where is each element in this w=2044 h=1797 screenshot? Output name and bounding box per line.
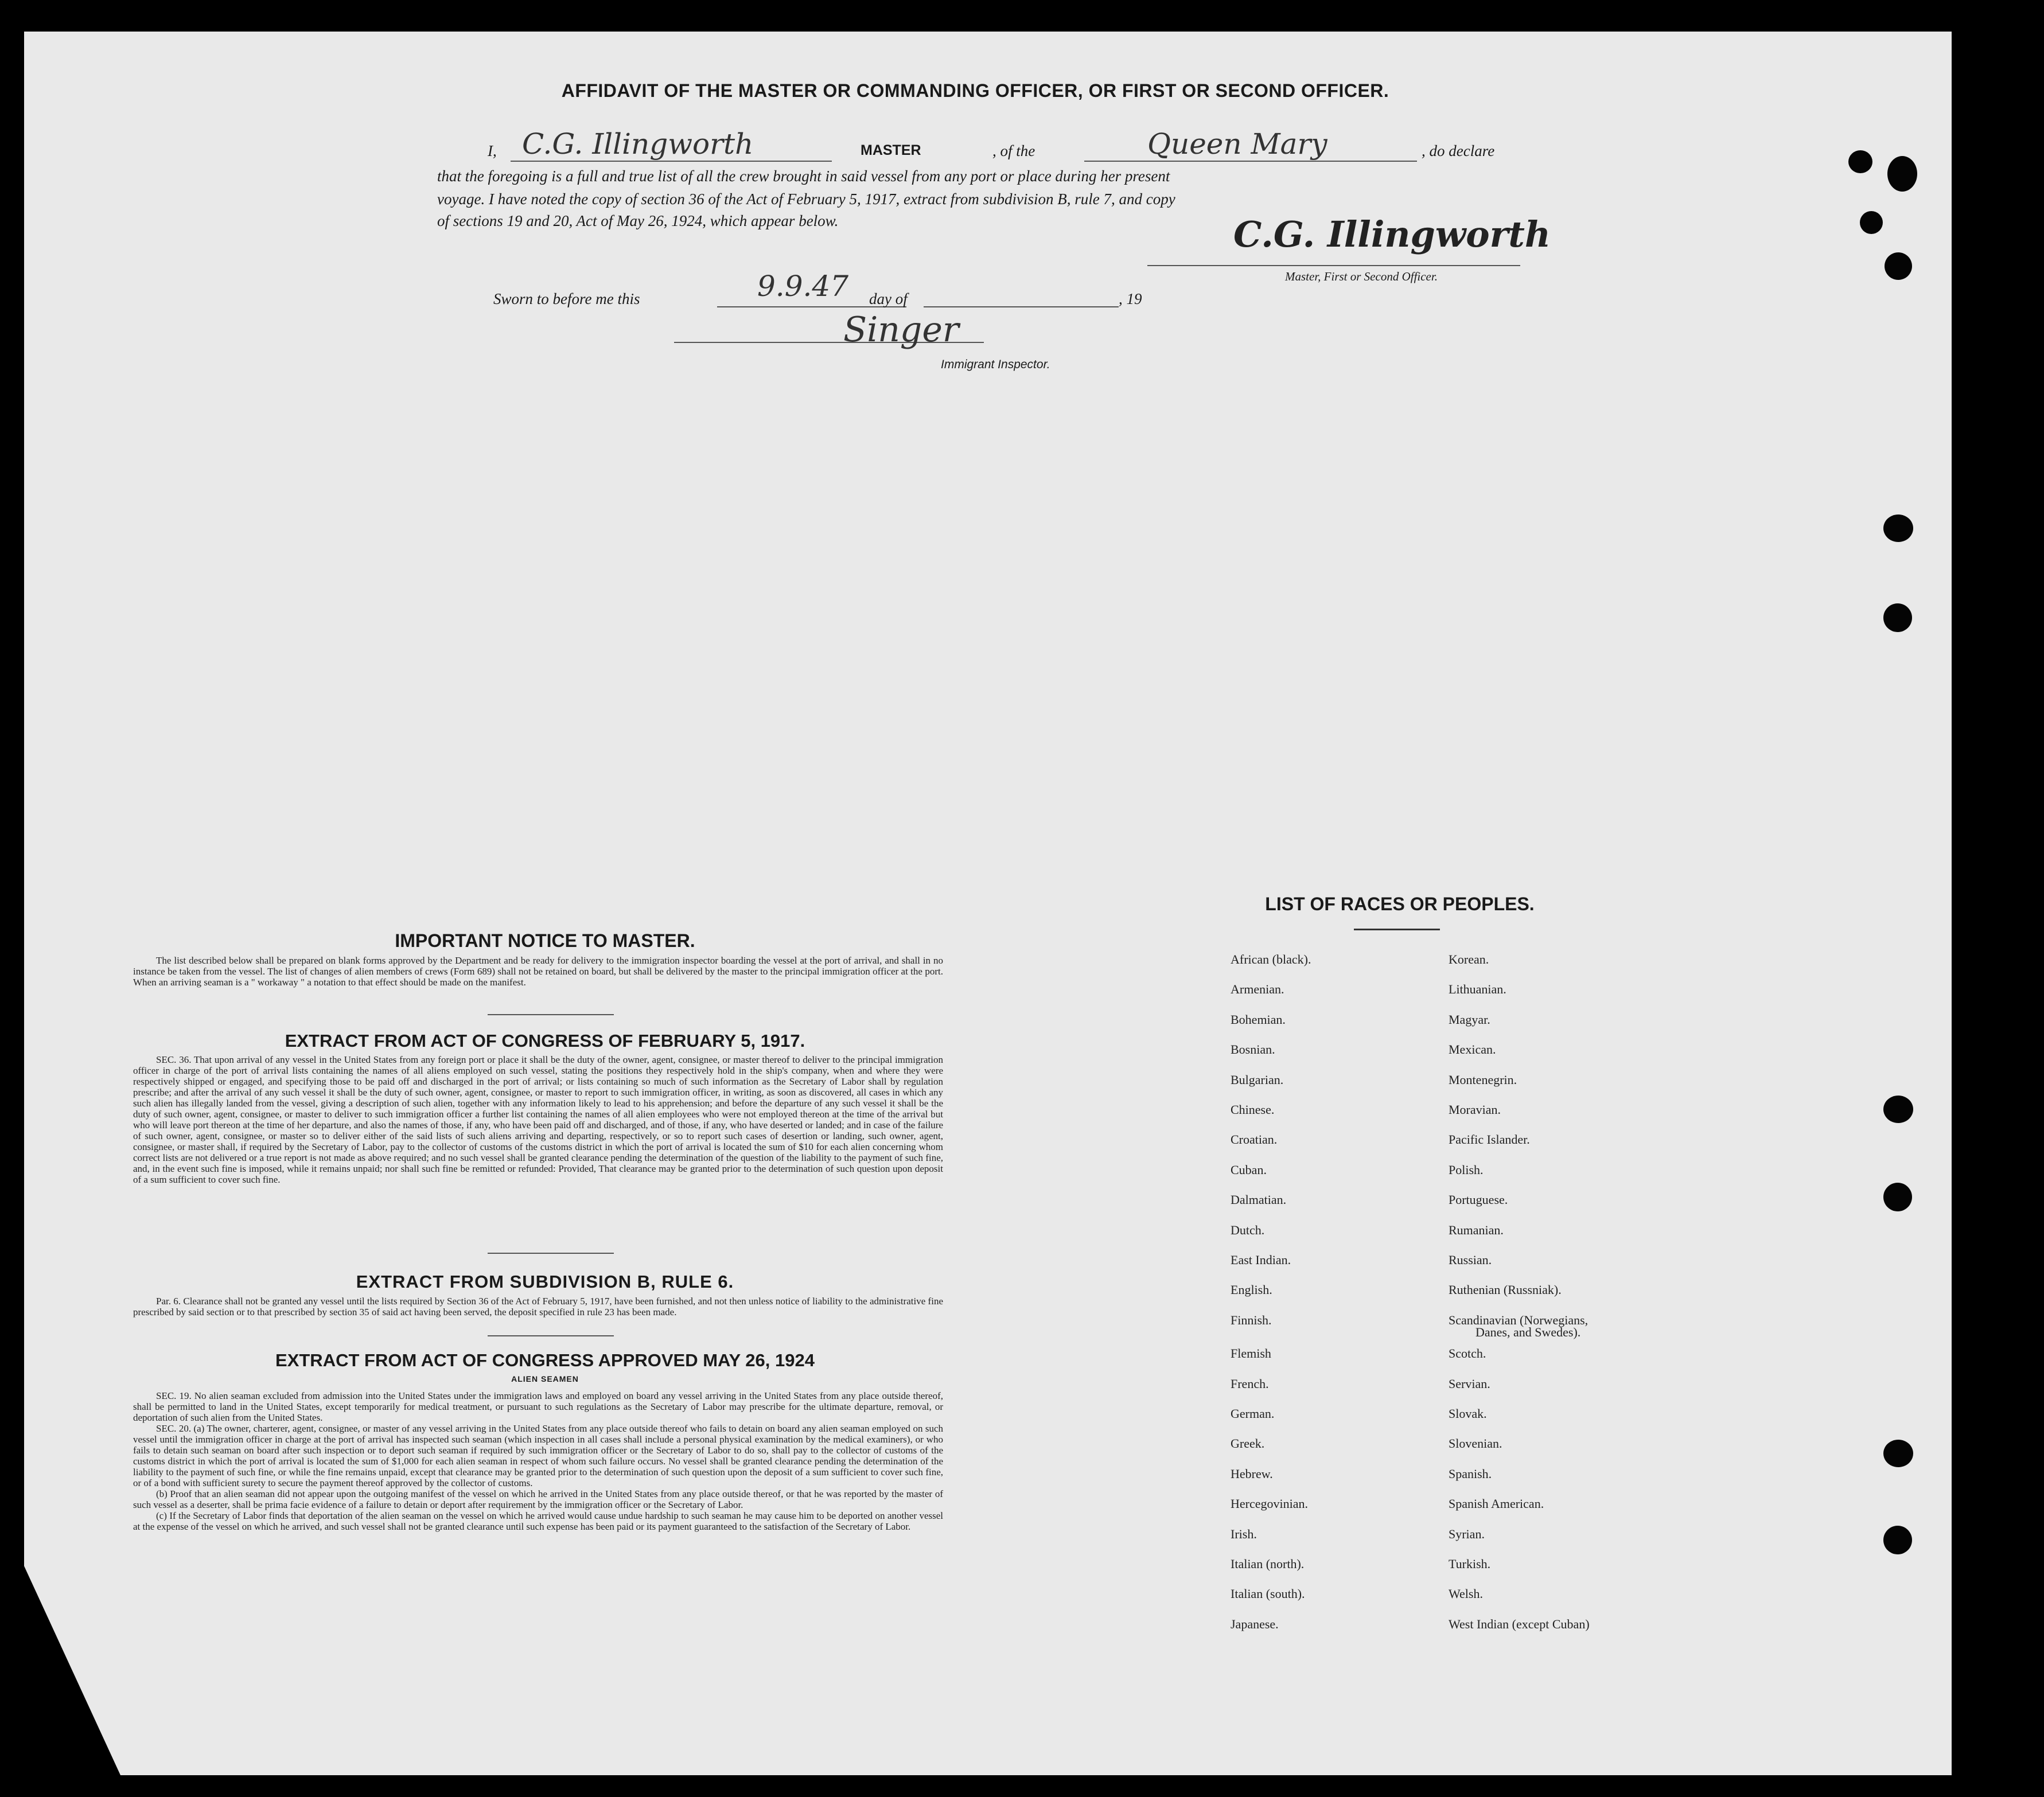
extract-1924-paragraph: (b) Proof that an alien seaman did not appear upon the outgoing manifest of the vessel on which he arrived in the United States from any place outside thereof, or that he was reported by the master of such vessel as a deserter, shall be prima facie evidence of a failure to detain or deport after requirement by the immigration officer or the Secretary of Labor. <box>133 1488 943 1510</box>
extract-1924-subtitle: ALIEN SEAMEN <box>511 1374 579 1383</box>
do-declare-label: , do declare <box>1422 142 1495 159</box>
races-title: LIST OF RACES OR PEOPLES. <box>1265 894 1535 914</box>
race-item: Italian (south). <box>1231 1586 1305 1601</box>
race-item: Bosnian. <box>1231 1042 1275 1057</box>
sworn-label: Sworn to before me this <box>493 290 640 307</box>
affidavit-title: AFFIDAVIT OF THE MASTER OR COMMANDING OFFICER, OR FIRST OR SECOND OFFICER. <box>561 80 1389 101</box>
month-field <box>924 306 1119 307</box>
punch-hole <box>1848 150 1872 173</box>
race-item: Ruthenian (Russniak). <box>1449 1283 1562 1297</box>
section-divider <box>488 1335 614 1336</box>
race-item: Turkish. <box>1449 1557 1491 1571</box>
race-item: Portuguese. <box>1449 1192 1508 1207</box>
race-item: Italian (north). <box>1231 1557 1305 1571</box>
race-item: German. <box>1231 1406 1275 1421</box>
race-item: Montenegrin. <box>1449 1073 1517 1087</box>
punch-hole <box>1883 514 1913 542</box>
signature-caption: Master, First or Second Officer. <box>1285 270 1438 283</box>
extract-rule6-paragraph: Par. 6. Clearance shall not be granted any vessel until the lists required by Section 36 of the Act of February 5, 1917, have been furnished, and not then unless notice of liability to the administrative fine prescribed by said section or to that prescribed by section 35 of said act having been served, the deposit specified in rule 23 has been made. <box>133 1296 943 1317</box>
race-item: Lithuanian. <box>1449 982 1506 996</box>
race-item: East Indian. <box>1231 1253 1291 1267</box>
race-item: Dalmatian. <box>1231 1192 1287 1207</box>
race-item: Croatian. <box>1231 1132 1278 1147</box>
race-item: Magyar. <box>1449 1012 1490 1027</box>
races-title-underline <box>1354 929 1440 930</box>
race-item: Polish. <box>1449 1163 1484 1177</box>
punch-hole <box>1885 252 1912 280</box>
punch-hole <box>1883 1526 1912 1554</box>
race-item: Korean. <box>1449 952 1489 966</box>
race-item: Spanish. <box>1449 1467 1492 1481</box>
affidavit-prefix: I, <box>488 142 497 159</box>
race-item: English. <box>1231 1283 1272 1297</box>
notice-paragraph: The list described below shall be prepared on blank forms approved by the Department and be ready for delivery to the immigration inspector boarding the vessel at the port of arrival, and shall in no instance be taken from the vessel. The list of changes of alien members of crews (Form 689) shall not be retained on board, but shall be delivered by the master to the principal immigration officer at the port. When an arriving seaman is a " workaway " a notation to that effect should be made on the manifest. <box>133 955 943 988</box>
punch-hole <box>1883 1183 1912 1211</box>
extract-1917-body <box>133 1054 943 1185</box>
race-item: Finnish. <box>1231 1313 1272 1327</box>
punch-hole <box>1883 1096 1913 1123</box>
punch-hole <box>1883 603 1912 632</box>
race-item: Japanese. <box>1231 1617 1279 1631</box>
vessel-name-handwritten: Queen Mary <box>1147 127 1327 161</box>
extract-1924-paragraph: SEC. 20. (a) The owner, charterer, agent, consignee, or master of any vessel arriving in the United States from any place outside thereof who fails to detain on board any alien seaman employed on such vessel until the immigration officer in charge at the port of arrival has inspected such seaman (which inspection in all cases shall include a personal physical examination by the medical examiners), or who fails to detain such seaman on board after such inspection or to deport such seaman if required by such immigration officer or the Secretary of Labor to do so, shall pay to the collector of customs of the customs district in which the port of arrival is located the sum of $1,000 for each alien seaman in respect of whom such failure occurs. No vessel shall be granted clearance pending the determination of the liability to the payment of such fine, or while the fine remains unpaid, except that clearance may be granted prior to the determination of such question upon the deposit of a sum sufficient to cover such fine, or of a bond with sufficient surety to secure the payment thereof approved by the collector of customs. <box>133 1423 943 1488</box>
race-item: Mexican. <box>1449 1042 1496 1057</box>
race-item: Scotch. <box>1449 1346 1486 1361</box>
affidavit-line-4: of sections 19 and 20, Act of May 26, 1924, which appear below. <box>437 212 839 229</box>
sworn-date-handwritten: 9.9.47 <box>757 270 849 303</box>
affidavit-line-3: voyage. I have noted the copy of section 36 of the Act of February 5, 1917, extract from subdivision B, rule 7, and copy <box>437 190 1175 208</box>
race-item: Flemish <box>1231 1346 1271 1361</box>
vessel-name-field <box>1084 161 1417 162</box>
race-item: Syrian. <box>1449 1527 1485 1541</box>
race-item: Moravian. <box>1449 1102 1501 1117</box>
of-the-label: , of the <box>992 142 1035 159</box>
race-item: Armenian. <box>1231 982 1284 996</box>
race-item: Chinese. <box>1231 1102 1275 1117</box>
race-item: French. <box>1231 1377 1269 1391</box>
affidavit-line-2: that the foregoing is a full and true list of all the crew brought in said vessel from any port or place during her present <box>437 167 1170 185</box>
notice-title: IMPORTANT NOTICE TO MASTER. <box>395 930 695 951</box>
extract-1924-paragraph: (c) If the Secretary of Labor finds that deportation of the alien seaman on the vessel on which he arrived would cause undue hardship to such seaman he may cause him to be deported on another vessel at the expense of the vessel on which he arrived, and such vessel shall not be granted clearance until such expense has been paid or its payment guaranteed to the satisfaction of the Secretary of Labor. <box>133 1510 943 1532</box>
signature-line <box>1147 265 1520 266</box>
race-item: Bohemian. <box>1231 1012 1286 1027</box>
section-divider <box>488 1253 614 1254</box>
race-item: Spanish American. <box>1449 1496 1544 1511</box>
punch-hole <box>1883 1440 1913 1467</box>
race-item-scandinavian-continued: Danes, and Swedes). <box>1475 1325 1581 1339</box>
extract-1917-paragraph: SEC. 36. That upon arrival of any vessel in the United States from any foreign port or place it shall be the duty of the owner, agent, consignee, or master thereof to deliver to the principal immigration officer in charge of the port of arrival lists containing the names of all aliens employed on such vessel, stating the positions they respectively hold in the ship's company, when and where they were respectively shipped or engaged, and specifying those to be paid off and discharged in the port of arrival; or lists containing so much of such information as the Secretary of Labor shall by regulation prescribe; and after the arrival of any such vessel it shall be the duty of such owner, agent, consignee, or master to report to such immigration officer, in writing, as soon as discovered, all cases in which any such alien has illegally landed from the vessel, giving a description of such alien, together with any information likely to lead to his apprehension; and before the departure of any such vessel it shall be the duty of such owner, agent, consignee, or master to deliver to such immigration officer a further list containing the names of all alien employees who were not employed thereon at the time of the arrival but who will leave port thereon at the time of her departure, and also the names of those, if any, who have been paid off and discharged, and of those, if any, who have deserted or landed; and in case of the failure of such owner, agent, consignee, or master so to deliver either of the said lists of such aliens arriving and departing, respectively, or so to report such cases of desertion or landing, such owner, agent, consignee, or master shall, if required by the Secretary of Labor, pay to the collector of customs of the customs district in which the port of arrival is located the sum of $10 for each alien concerning whom correct lists are not delivered or a true report is not made as above required; and no such vessel shall be granted clearance pending the determination of the question of the liability to the payment of such fine, and, in the event such fine is imposed, while it remains unpaid; nor shall such fine be remitted or refunded: Provided, That clearance may be granted prior to the determination of such question upon deposit of a sum sufficient to cover such fine. <box>133 1054 943 1185</box>
master-signature: C.G. Illingworth <box>1233 213 1551 255</box>
race-item: Hebrew. <box>1231 1467 1273 1481</box>
race-item: Rumanian. <box>1449 1223 1504 1237</box>
race-item: African (black). <box>1231 952 1311 966</box>
race-item: Bulgarian. <box>1231 1073 1284 1087</box>
year-label: , 19 <box>1119 290 1142 307</box>
race-item: Slovenian. <box>1449 1436 1502 1451</box>
master-name-handwritten: C.G. Illingworth <box>522 127 754 161</box>
extract-1924-paragraph: SEC. 19. No alien seaman excluded from admission into the United States under the immigration laws and employed on board any vessel arriving in the United States from any place outside thereof, shall be permitted to land in the United States, except temporarily for medical treatment, or pursuant to such regulations as the Secretary of Labor may prescribe for the ultimate departure, removal, or deportation of such alien from the United States. <box>133 1390 943 1423</box>
race-item: Russian. <box>1449 1253 1492 1267</box>
extract-1917-title: EXTRACT FROM ACT OF CONGRESS OF FEBRUARY 5, 1917. <box>285 1031 805 1051</box>
race-item: Irish. <box>1231 1527 1257 1541</box>
inspector-caption: Immigrant Inspector. <box>941 358 1050 371</box>
extract-rule6-title: EXTRACT FROM SUBDIVISION B, RULE 6. <box>356 1272 734 1292</box>
day-of-label: day of <box>869 290 908 307</box>
race-item: Scandinavian (Norwegians, <box>1449 1313 1589 1327</box>
race-item: Pacific Islander. <box>1449 1132 1530 1147</box>
race-item: West Indian (except Cuban) <box>1449 1617 1590 1631</box>
inspector-signature: Singer <box>843 310 959 350</box>
race-item: Welsh. <box>1449 1586 1483 1601</box>
race-item: Hercegovinian. <box>1231 1496 1308 1511</box>
race-item: Cuban. <box>1231 1163 1267 1177</box>
race-item: Slovak. <box>1449 1406 1487 1421</box>
section-divider <box>488 1014 614 1015</box>
punch-hole <box>1887 156 1917 192</box>
extract-1924-body <box>133 1390 943 1532</box>
race-item: Dutch. <box>1231 1223 1265 1237</box>
master-name-field <box>511 161 832 162</box>
punch-hole <box>1860 211 1883 234</box>
race-item: Greek. <box>1231 1436 1265 1451</box>
rank-label: MASTER <box>861 142 921 158</box>
extract-1924-title: EXTRACT FROM ACT OF CONGRESS APPROVED MAY 26, 1924 <box>275 1350 815 1370</box>
race-item: Servian. <box>1449 1377 1490 1391</box>
extract-rule6-body <box>133 1296 943 1317</box>
notice-body <box>133 955 943 988</box>
